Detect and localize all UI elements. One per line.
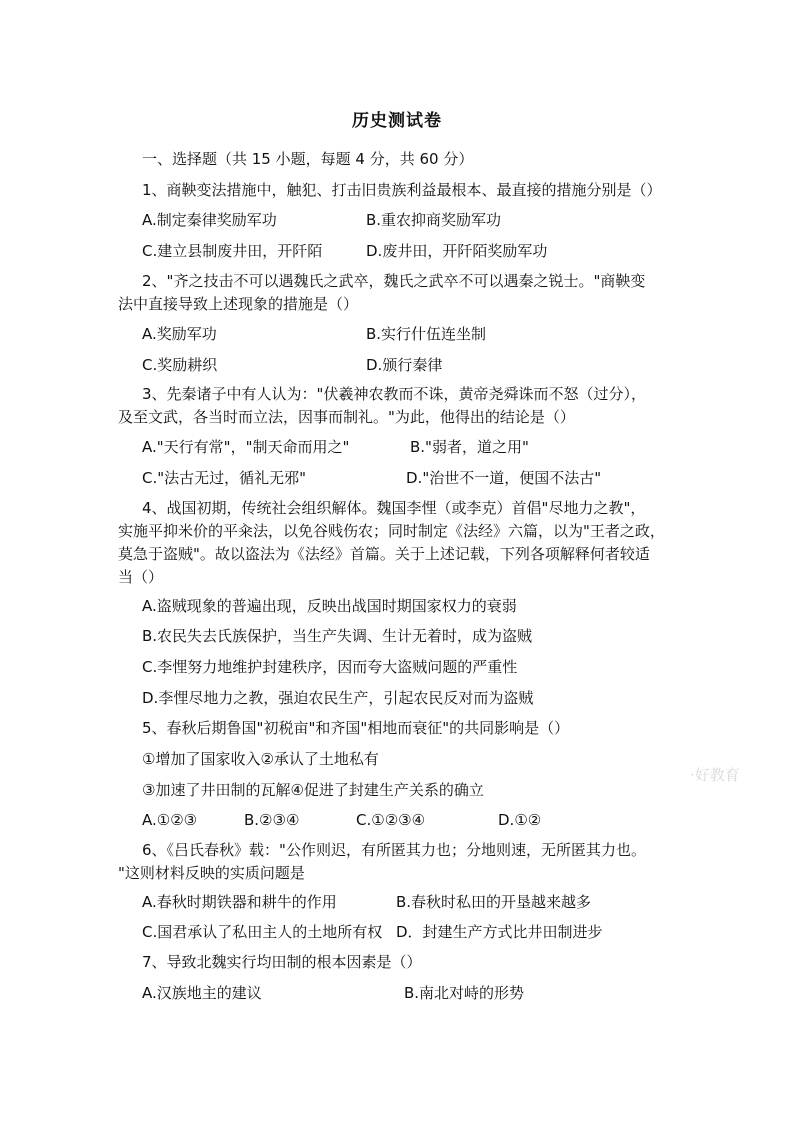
option-c: C.①②③④ (356, 811, 426, 829)
question-2-stem-line-2: 法中直接导致上述现象的措施是（） (118, 295, 359, 313)
question-3-stem-line-2: 及至文武，各当时而立法，因事而制礼。"为此，他得出的结论是（） (118, 408, 575, 426)
question-1-stem: 1、商鞅变法措施中，触犯、打击旧贵族利益最根本、最直接的措施分别是（） (142, 181, 662, 199)
question-6-stem-line-2: "这则材料反映的实质问题是 (118, 864, 305, 882)
section-heading: 一、选择题（共 15 小题，每题 4 分，共 60 分） (142, 150, 474, 168)
question-2-stem-line-1: 2、"齐之技击不可以遇魏氏之武卒，魏氏之武卒不可以遇秦之锐士。"商鞅变 (142, 272, 646, 290)
question-4-stem-line-4: 当（） (118, 568, 164, 586)
option-a: A.奖励军功 (142, 325, 217, 343)
question-5-stem: 5、春秋后期鲁国"初税亩"和齐国"相地而衰征"的共同影响是（） (142, 719, 570, 737)
option-c: C.国君承认了私田主人的土地所有权 (142, 923, 383, 941)
watermark-text: ·好教育 (690, 766, 740, 784)
option-d: D.废井田，开阡陌奖励军功 (366, 242, 548, 260)
question-4-stem-line-1: 4、战国初期，传统社会组织解体。魏国李悝（或李克）首倡"尽地力之教"， (142, 499, 646, 517)
question-7-stem: 7、导致北魏实行均田制的根本因素是（） (142, 953, 422, 971)
question-5-item-line-2: ③加速了井田制的瓦解④促进了封建生产关系的确立 (142, 781, 484, 799)
option-a: A.制定秦律奖励军功 (142, 211, 277, 229)
question-4-option-a: A.盗贼现象的普遍出现，反映出战国时期国家权力的衰弱 (142, 597, 517, 615)
question-4-option-b: B.农民失去氏族保护，当生产失调、生计无着时，成为盗贼 (142, 627, 533, 645)
option-d: D.①② (498, 811, 542, 829)
page-title: 历史测试卷 (352, 111, 442, 131)
option-c: C."法古无过，循礼无邪" (142, 469, 307, 487)
option-d: D．封建生产方式比井田制进步 (396, 923, 603, 941)
option-b: B.②③④ (244, 811, 300, 829)
question-4-stem-line-2: 实施平抑米价的平籴法，以免谷贱伤农；同时制定《法经》六篇，以为"王者之政， (118, 522, 665, 540)
question-4-option-d: D.李悝尽地力之教，强迫农民生产，引起农民反对而为盗贼 (142, 689, 534, 707)
option-c: C.奖励耕织 (142, 356, 218, 374)
option-b: B.春秋时私田的开垦越来越多 (396, 893, 592, 911)
option-b: B.实行什伍连坐制 (366, 325, 487, 343)
option-a: A.①②③ (142, 811, 198, 829)
option-a: A."天行有常"，"制天命而用之" (142, 438, 350, 456)
question-3-stem-line-1: 3、先秦诸子中有人认为："伏羲神农教而不诛，黄帝尧舜诛而不怒（过分）， (142, 385, 646, 403)
option-c: C.建立县制废井田，开阡陌 (142, 242, 323, 260)
option-a: A.汉族地主的建议 (142, 984, 262, 1002)
question-4-option-c: C.李悝努力地维护封建秩序，因而夸大盗贼问题的严重性 (142, 658, 518, 676)
option-d: D."治世不一道，便国不法古" (406, 469, 602, 487)
option-d: D.颁行秦律 (366, 356, 443, 374)
question-6-stem-line-1: 6、《吕氏春秋》载："公作则迟，有所匿其力也；分地则速，无所匿其力也。 (142, 841, 646, 859)
option-b: B.重农抑商奖励军功 (366, 211, 502, 229)
option-b: B.南北对峙的形势 (404, 984, 525, 1002)
option-b: B."弱者，道之用" (410, 438, 529, 456)
option-a: A.春秋时期铁器和耕牛的作用 (142, 893, 337, 911)
question-5-item-line-1: ①增加了国家收入②承认了土地私有 (142, 750, 379, 768)
question-4-stem-line-3: 莫急于盗贼"。故以盗法为《法经》首篇。关于上述记载，下列各项解释何者较适 (118, 545, 650, 563)
